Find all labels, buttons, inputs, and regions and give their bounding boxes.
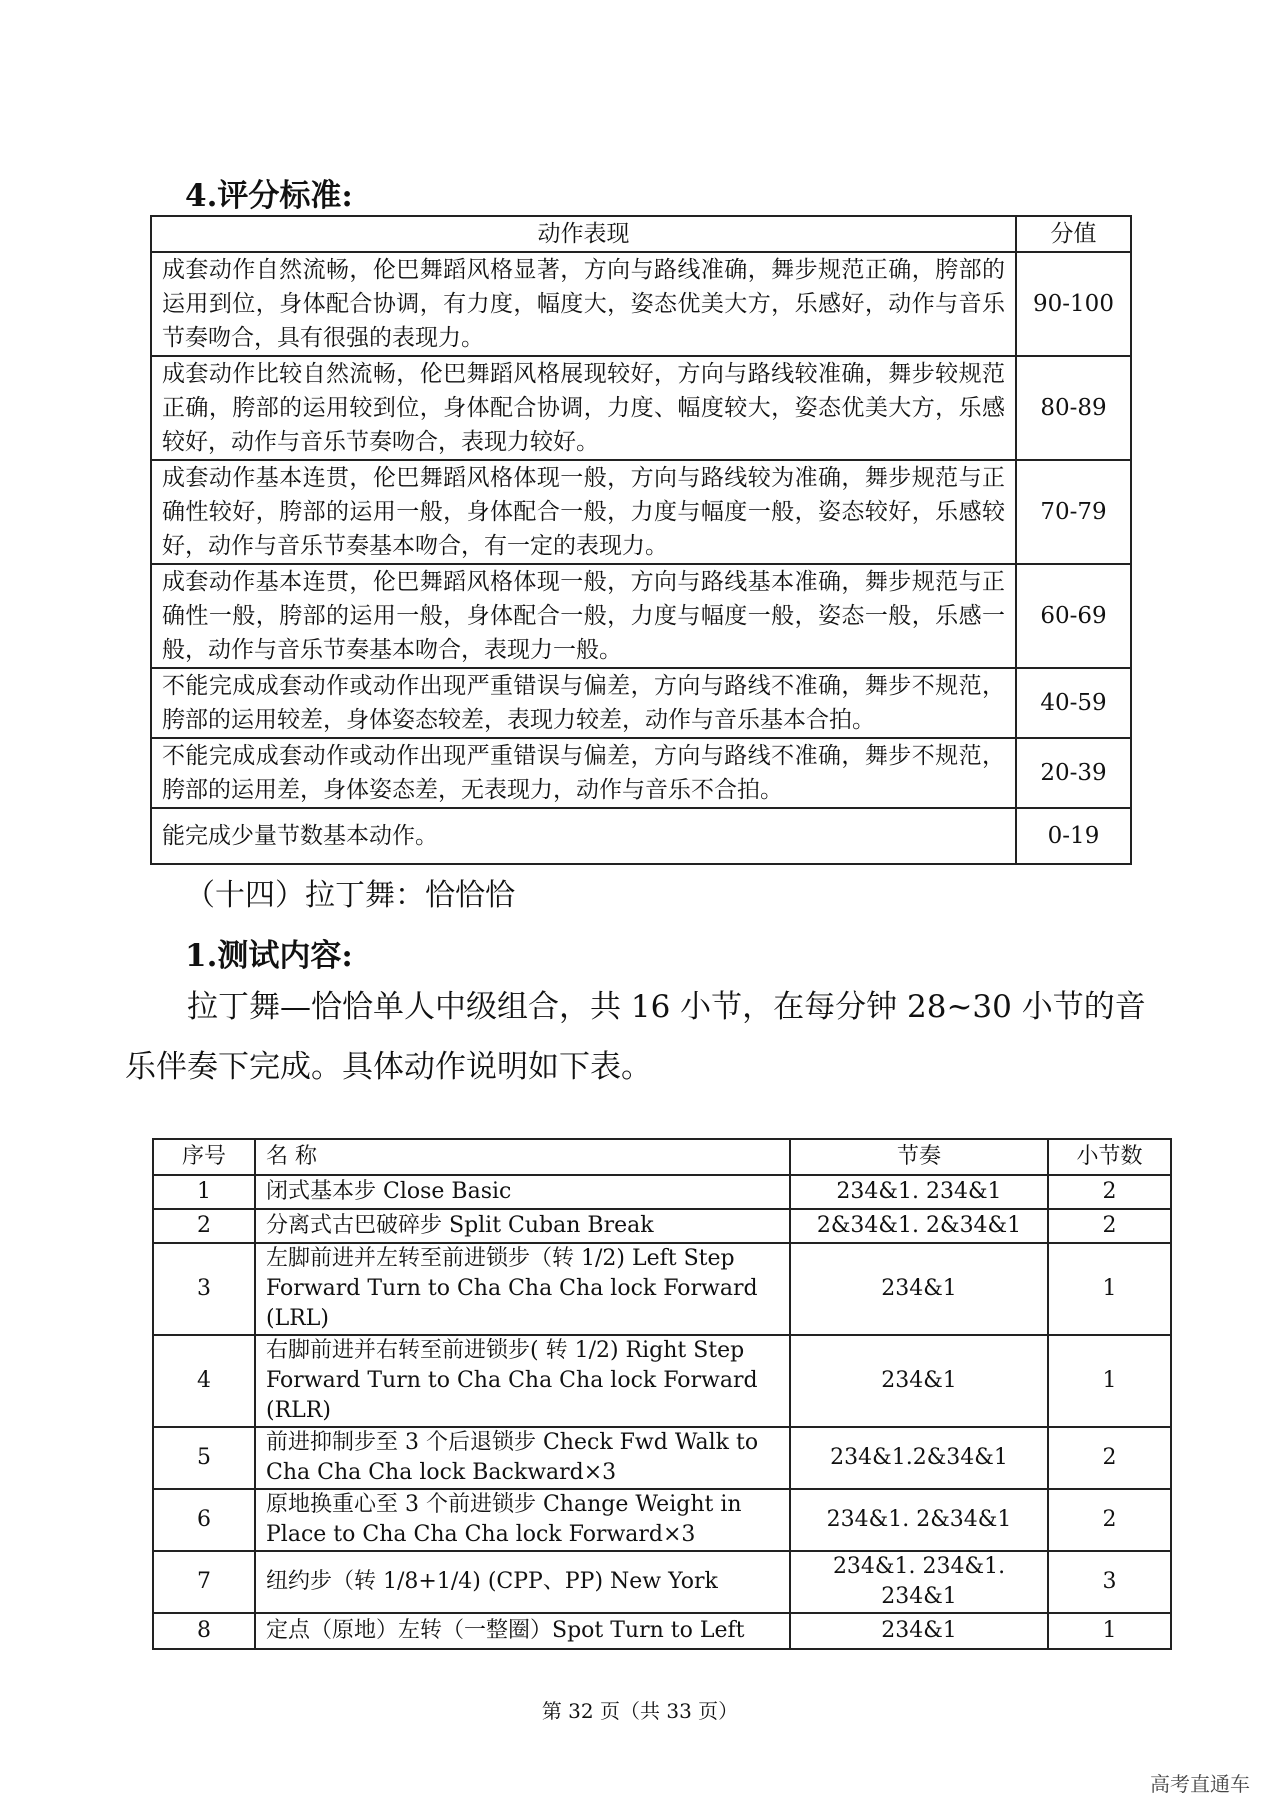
score-row: [151, 252, 1131, 356]
move-name: 前进抑制步至 3 个后退锁步 Check Fwd Walk to Cha Cha Cha lock Backward×3: [255, 1427, 790, 1489]
move-number: 2: [153, 1209, 255, 1243]
move-number: 4: [153, 1335, 255, 1427]
watermark: 高考直通车: [1150, 1772, 1250, 1796]
score-range: 80-89: [1016, 356, 1131, 460]
move-number: 8: [153, 1613, 255, 1649]
score-range: 60-69: [1016, 564, 1131, 668]
section-4-title: 4.评分标准:: [185, 178, 353, 214]
header-score: 分值: [1016, 216, 1131, 252]
move-rhythm: 234&1: [790, 1335, 1048, 1427]
move-bars: 2: [1048, 1175, 1171, 1209]
score-description: 成套动作基本连贯，伦巴舞蹈风格体现一般，方向与路线较为准确，舞步规范与正确性较好，胯部的运用一般，身体配合一般，力度与幅度一般，姿态较好，乐感较好，动作与音乐节奏基本吻合，有一定的表现力。: [151, 460, 1016, 564]
score-range: 40-59: [1016, 668, 1131, 738]
move-bars: 1: [1048, 1613, 1171, 1649]
move-name: 定点（原地）左转（一整圈）Spot Turn to Left: [255, 1613, 790, 1649]
move-row: [153, 1243, 1171, 1335]
score-row: [151, 668, 1131, 738]
score-description: 能完成少量节数基本动作。: [151, 808, 1016, 864]
move-rhythm: 2&34&1. 2&34&1: [790, 1209, 1048, 1243]
move-row: [153, 1335, 1171, 1427]
move-name: 纽约步（转 1/8+1/4) (CPP、PP) New York: [255, 1551, 790, 1613]
score-range: 90-100: [1016, 252, 1131, 356]
move-name: 右脚前进并右转至前进锁步( 转 1/2) Right Step Forward Turn to Cha Cha Cha lock Forward (RLR): [255, 1335, 790, 1427]
move-row: [153, 1551, 1171, 1613]
score-description: 成套动作比较自然流畅，伦巴舞蹈风格展现较好，方向与路线较准确，舞步较规范正确，胯部的运用较到位，身体配合协调，力度、幅度较大，姿态优美大方，乐感较好，动作与音乐节奏吻合，表现力较好。: [151, 356, 1016, 460]
test-paragraph: 拉丁舞—恰恰单人中级组合，共 16 小节，在每分钟 28~30 小节的音乐伴奏下完成。具体动作说明如下表。: [125, 989, 1146, 1085]
header-rhythm: 节奏: [790, 1139, 1048, 1175]
move-name: 分离式古巴破碎步 Split Cuban Break: [255, 1209, 790, 1243]
score-range: 20-39: [1016, 738, 1131, 808]
move-row: [153, 1489, 1171, 1551]
score-description: 成套动作自然流畅，伦巴舞蹈风格显著，方向与路线准确，舞步规范正确，胯部的运用到位，身体配合协调，有力度，幅度大，姿态优美大方，乐感好，动作与音乐节奏吻合，具有很强的表现力。: [151, 252, 1016, 356]
score-row: [151, 460, 1131, 564]
score-row: [151, 738, 1131, 808]
move-name: 闭式基本步 Close Basic: [255, 1175, 790, 1209]
move-row: [153, 1427, 1171, 1489]
move-rhythm: 234&1.2&34&1: [790, 1427, 1048, 1489]
move-number: 1: [153, 1175, 255, 1209]
move-number: 6: [153, 1489, 255, 1551]
score-row: [151, 356, 1131, 460]
move-name: 左脚前进并左转至前进锁步（转 1/2) Left Step Forward Turn to Cha Cha Cha lock Forward (LRL): [255, 1243, 790, 1335]
move-table-header: [153, 1139, 1171, 1175]
score-table-header: [151, 216, 1131, 252]
move-rhythm: 234&1. 234&1: [790, 1175, 1048, 1209]
header-performance: 动作表现: [151, 216, 1016, 252]
move-number: 7: [153, 1551, 255, 1613]
score-table: [150, 215, 1132, 865]
score-range: 70-79: [1016, 460, 1131, 564]
move-row: [153, 1613, 1171, 1649]
move-number: 3: [153, 1243, 255, 1335]
section-14-title: （十四）拉丁舞：恰恰恰: [185, 878, 515, 913]
test-content-title: 1.测试内容:: [185, 938, 353, 974]
page-footer: 第 32 页（共 33 页）: [541, 1699, 739, 1723]
header-bars: 小节数: [1048, 1139, 1171, 1175]
move-name: 原地换重心至 3 个前进锁步 Change Weight in Place to Cha Cha Cha lock Forward×3: [255, 1489, 790, 1551]
move-bars: 2: [1048, 1209, 1171, 1243]
move-row: [153, 1209, 1171, 1243]
score-description: 不能完成成套动作或动作出现严重错误与偏差，方向与路线不准确，舞步不规范，胯部的运用较差，身体姿态较差，表现力较差，动作与音乐基本合拍。: [151, 668, 1016, 738]
header-name: 名 称: [255, 1139, 790, 1175]
move-bars: 3: [1048, 1551, 1171, 1613]
score-description: 不能完成成套动作或动作出现严重错误与偏差，方向与路线不准确，舞步不规范，胯部的运用差，身体姿态差，无表现力，动作与音乐不合拍。: [151, 738, 1016, 808]
score-description: 成套动作基本连贯，伦巴舞蹈风格体现一般，方向与路线基本准确，舞步规范与正确性一般，胯部的运用一般，身体配合一般，力度与幅度一般，姿态一般，乐感一般，动作与音乐节奏基本吻合，表现力一般。: [151, 564, 1016, 668]
move-bars: 1: [1048, 1243, 1171, 1335]
move-rhythm: 234&1. 2&34&1: [790, 1489, 1048, 1551]
move-bars: 1: [1048, 1335, 1171, 1427]
score-range: 0-19: [1016, 808, 1131, 864]
header-number: 序号: [153, 1139, 255, 1175]
move-rhythm: 234&1. 234&1. 234&1: [790, 1551, 1048, 1613]
score-row: [151, 564, 1131, 668]
move-bars: 2: [1048, 1427, 1171, 1489]
move-rhythm: 234&1: [790, 1613, 1048, 1649]
move-number: 5: [153, 1427, 255, 1489]
move-rhythm: 234&1: [790, 1243, 1048, 1335]
score-row: [151, 808, 1131, 864]
move-row: [153, 1175, 1171, 1209]
move-bars: 2: [1048, 1489, 1171, 1551]
move-table: [152, 1138, 1172, 1650]
